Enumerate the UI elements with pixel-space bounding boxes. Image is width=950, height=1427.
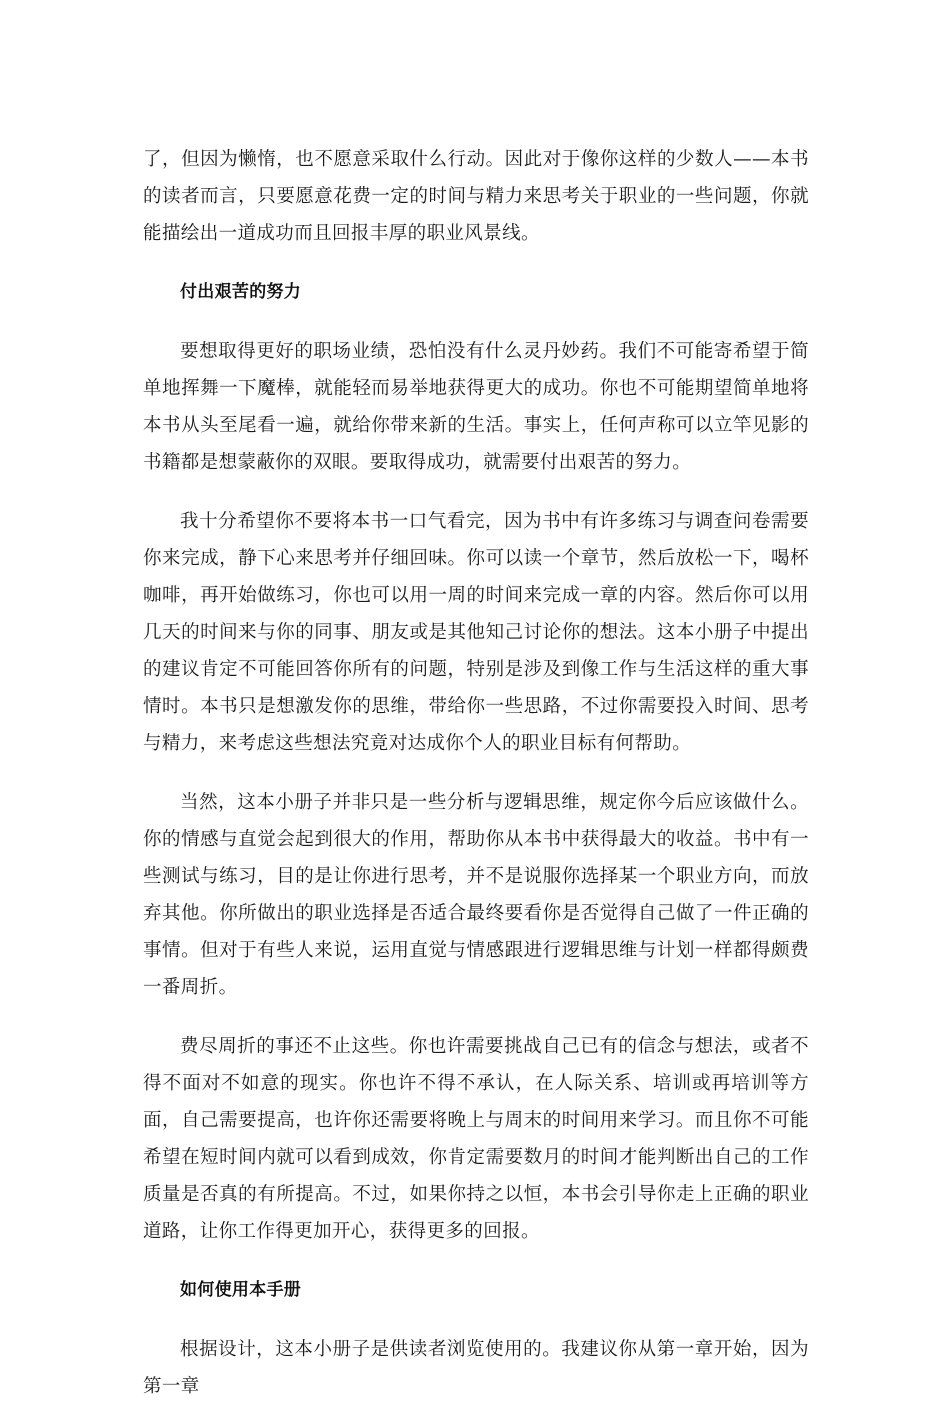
paragraph-continued: 了，但因为懒惰，也不愿意采取什么行动。因此对于像你这样的少数人——本书的读者而言，只要愿意花费一定的时间与精力来思考关于职业的一些问题，你就能描绘出一道成功而且回报丰厚的职业风景线。 bbox=[143, 149, 809, 244]
paragraph-usage: 根据设计，这本小册子是供读者浏览使用的。我建议你从第一章开始，因为第一章 bbox=[143, 1339, 809, 1397]
document-body bbox=[143, 141, 809, 1427]
section-heading-how-to-use: 如何使用本手册 bbox=[180, 1280, 302, 1300]
paragraph-no-magic: 要想取得更好的职场业绩，恐怕没有什么灵丹妙药。我们不可能寄希望于简单地挥舞一下魔棒，就能轻而易举地获得更大的成功。你也不可能期望简单地将本书从头至尾看一遍，就给你带来新的生活。事实上，任何声称可以立竿见影的书籍都是想蒙蔽你的双眼。要取得成功，就需要付出艰苦的努力。 bbox=[143, 341, 809, 473]
paragraph-intuition: 当然，这本小册子并非只是一些分析与逻辑思维，规定你今后应该做什么。你的情感与直觉会起到很大的作用，帮助你从本书中获得最大的收益。书中有一些测试与练习，目的是让你进行思考，并不是说服你选择某一个职业方向，而放弃其他。你所做出的职业选择是否适合最终要看你是否觉得自己做了一件正确的事情。但对于有些人来说，运用直觉与情感跟进行逻辑思维与计划一样都得颇费一番周折。 bbox=[143, 792, 809, 998]
section-heading-effort: 付出艰苦的努力 bbox=[180, 282, 302, 302]
paragraph-reading-pace: 我十分希望你不要将本书一口气看完，因为书中有许多练习与调查问卷需要你来完成，静下心来思考并仔细回味。你可以读一个章节，然后放松一下，喝杯咖啡，再开始做练习，你也可以用一周的时间来完成一章的内容。然后你可以用几天的时间来与你的同事、朋友或是其他知己讨论你的想法。这本小册子中提出的建议肯定不可能回答你所有的问题，特别是涉及到像工作与生活这样的重大事情时。本书只是想激发你的思维，带给你一些思路，不过你需要投入时间、思考与精力，来考虑这些想法究竟对达成你个人的职业目标有何帮助。 bbox=[143, 511, 809, 754]
paragraph-challenges: 费尽周折的事还不止这些。你也许需要挑战自己已有的信念与想法，或者不得不面对不如意的现实。你也许不得不承认，在人际关系、培训或再培训等方面，自己需要提高，也许你还需要将晚上与周末的时间用来学习。而且你不可能希望在短时间内就可以看到成效，你肯定需要数月的时间才能判断出自己的工作质量是否真的有所提高。不过，如果你持之以恒，本书会引导你走上正确的职业道路，让你工作得更加开心，获得更多的回报。 bbox=[143, 1036, 809, 1242]
